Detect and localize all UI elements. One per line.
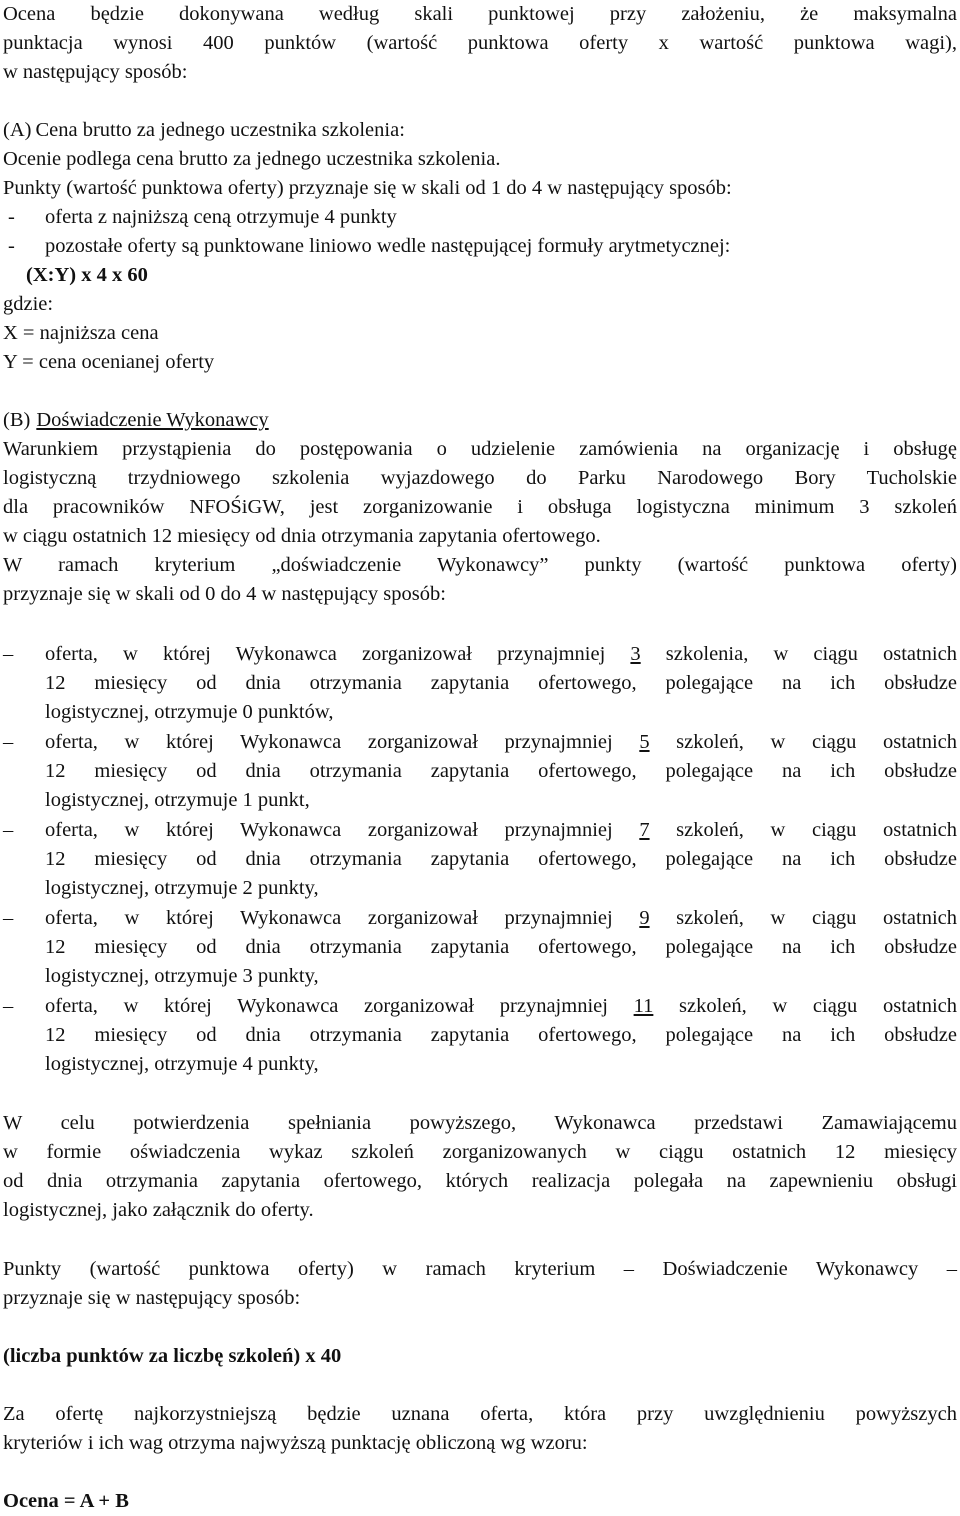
section-b-para3-line-4: logistycznej, jako załącznik do oferty. (3, 1199, 314, 1221)
item-line-1: oferta, w której Wykonawca zorganizował przynajmniej 9 szkoleń, w ciągu ostatnich (45, 907, 957, 929)
item-line-3: logistycznej, otrzymuje 3 punkty, (45, 965, 319, 987)
section-b-para2-line-1: W ramach kryterium „doświadczenie Wykonawcy” punkty (wartość punktowa oferty) (3, 554, 957, 576)
experience-item (3, 816, 957, 845)
closing-line-1: Za ofertę najkorzystniejszą będzie uznana oferta, która przy uwzględnieniu powyższych (3, 1403, 957, 1425)
item-line-2: 12 miesięcy od dnia otrzymania zapytania ofertowego, polegające na ich obsłudze (45, 936, 957, 958)
section-b-marker: (B) (3, 409, 31, 431)
training-count: 9 (639, 907, 650, 929)
section-b-para1-line-4: w ciągu ostatnich 12 miesięcy od dnia otrzymania zapytania ofertowego. (3, 525, 601, 547)
item-line-1: oferta, w której Wykonawca zorganizował przynajmniej 7 szkoleń, w ciągu ostatnich (45, 819, 957, 841)
training-count: 3 (630, 643, 641, 665)
intro-line-1: Ocena będzie dokonywana według skali punktowej przy założeniu, że maksymalna (3, 3, 957, 25)
item-dash: – (3, 731, 14, 753)
bullet-dash: - (8, 206, 15, 228)
item-line-2: 12 miesięcy od dnia otrzymania zapytania ofertowego, polegające na ich obsłudze (45, 760, 957, 782)
item-line-1: oferta, w której Wykonawca zorganizował przynajmniej 5 szkoleń, w ciągu ostatnich (45, 731, 957, 753)
experience-item (3, 728, 957, 757)
section-b-title: Doświadczenie Wykonawcy (36, 409, 269, 431)
intro-line-2: punktacja wynosi 400 punktów (wartość punktowa oferty x wartość punktowa wagi), (3, 32, 957, 54)
section-b-heading (3, 406, 269, 435)
section-b-formula: (liczba punktów za liczbę szkoleń) x 40 (3, 1345, 342, 1367)
section-a-def-x: X = najniższa cena (3, 322, 159, 344)
item-line-2: 12 miesięcy od dnia otrzymania zapytania ofertowego, polegające na ich obsłudze (45, 1024, 957, 1046)
closing-line-2: kryteriów i ich wag otrzyma najwyższą punktację obliczoną wg wzoru: (3, 1432, 588, 1454)
section-a-def-y: Y = cena ocenianej oferty (3, 351, 215, 373)
item-dash: – (3, 907, 14, 929)
section-b-para1-line-3: dla pracowników NFOŚiGW, jest zorganizowanie i obsługa logistyczna minimum 3 szkoleń (3, 496, 957, 518)
section-a-bullet-2 (3, 232, 957, 261)
section-b-para4-line-1: Punkty (wartość punktowa oferty) w ramach kryterium – Doświadczenie Wykonawcy – (3, 1258, 957, 1280)
experience-item (3, 904, 957, 933)
item-dash: – (3, 995, 14, 1017)
section-a-where: gdzie: (3, 293, 54, 315)
training-count: 5 (639, 731, 650, 753)
section-a-line-2: Punkty (wartość punktowa oferty) przyznaje się w skali od 1 do 4 w następujący sposób: (3, 177, 732, 199)
item-line-1: oferta, w której Wykonawca zorganizował przynajmniej 3 szkolenia, w ciągu ostatnich (45, 643, 957, 665)
intro-line-3: w następujący sposób: (3, 61, 188, 83)
item-line-3: logistycznej, otrzymuje 1 punkt, (45, 789, 310, 811)
final-formula: Ocena = A + B (3, 1490, 129, 1512)
section-b-para3-line-2: w formie oświadczenia wykaz szkoleń zorganizowanych w ciągu ostatnich 12 miesięcy (3, 1141, 957, 1163)
section-b-para3-line-3: od dnia otrzymania zapytania ofertowego, których realizacja polegała na zapewnieniu obsługi (3, 1170, 957, 1192)
section-a-title: Cena brutto za jednego uczestnika szkolenia: (35, 119, 405, 141)
section-a-line-1: Ocenie podlega cena brutto za jednego uczestnika szkolenia. (3, 148, 501, 170)
section-a-marker: (A) (3, 119, 32, 141)
section-b-para2-line-2: przyznaje się w skali od 0 do 4 w następujący sposób: (3, 583, 446, 605)
training-count: 7 (639, 819, 650, 841)
item-dash: – (3, 819, 14, 841)
item-line-3: logistycznej, otrzymuje 0 punktów, (45, 701, 334, 723)
item-dash: – (3, 643, 14, 665)
section-a-heading (3, 116, 405, 145)
bullet-text: pozostałe oferty są punktowane liniowo wedle następującej formuły arytmetycznej: (45, 235, 731, 257)
section-b-para4-line-2: przyznaje się w następujący sposób: (3, 1287, 301, 1309)
experience-item (3, 992, 957, 1021)
section-b-para3-line-1: W celu potwierdzenia spełniania powyższego, Wykonawca przedstawi Zamawiającemu (3, 1112, 957, 1134)
bullet-dash: - (8, 235, 15, 257)
experience-item (3, 640, 957, 669)
item-line-2: 12 miesięcy od dnia otrzymania zapytania ofertowego, polegające na ich obsłudze (45, 672, 957, 694)
section-b-para1-line-1: Warunkiem przystąpienia do postępowania o udzielenie zamówienia na organizację i obsługę (3, 438, 957, 460)
item-line-2: 12 miesięcy od dnia otrzymania zapytania ofertowego, polegające na ich obsłudze (45, 848, 957, 870)
section-a-bullet-1 (3, 203, 957, 232)
training-count: 11 (633, 995, 654, 1017)
item-line-3: logistycznej, otrzymuje 4 punkty, (45, 1053, 319, 1075)
item-line-1: oferta, w której Wykonawca zorganizował przynajmniej 11 szkoleń, w ciągu ostatnich (45, 995, 957, 1017)
bullet-text: oferta z najniższą ceną otrzymuje 4 punkty (45, 206, 397, 228)
item-line-3: logistycznej, otrzymuje 2 punkty, (45, 877, 319, 899)
section-a-formula: (X:Y) x 4 x 60 (26, 264, 148, 286)
section-b-para1-line-2: logistyczną trzydniowego szkolenia wyjazdowego do Parku Narodowego Bory Tucholskie (3, 467, 957, 489)
